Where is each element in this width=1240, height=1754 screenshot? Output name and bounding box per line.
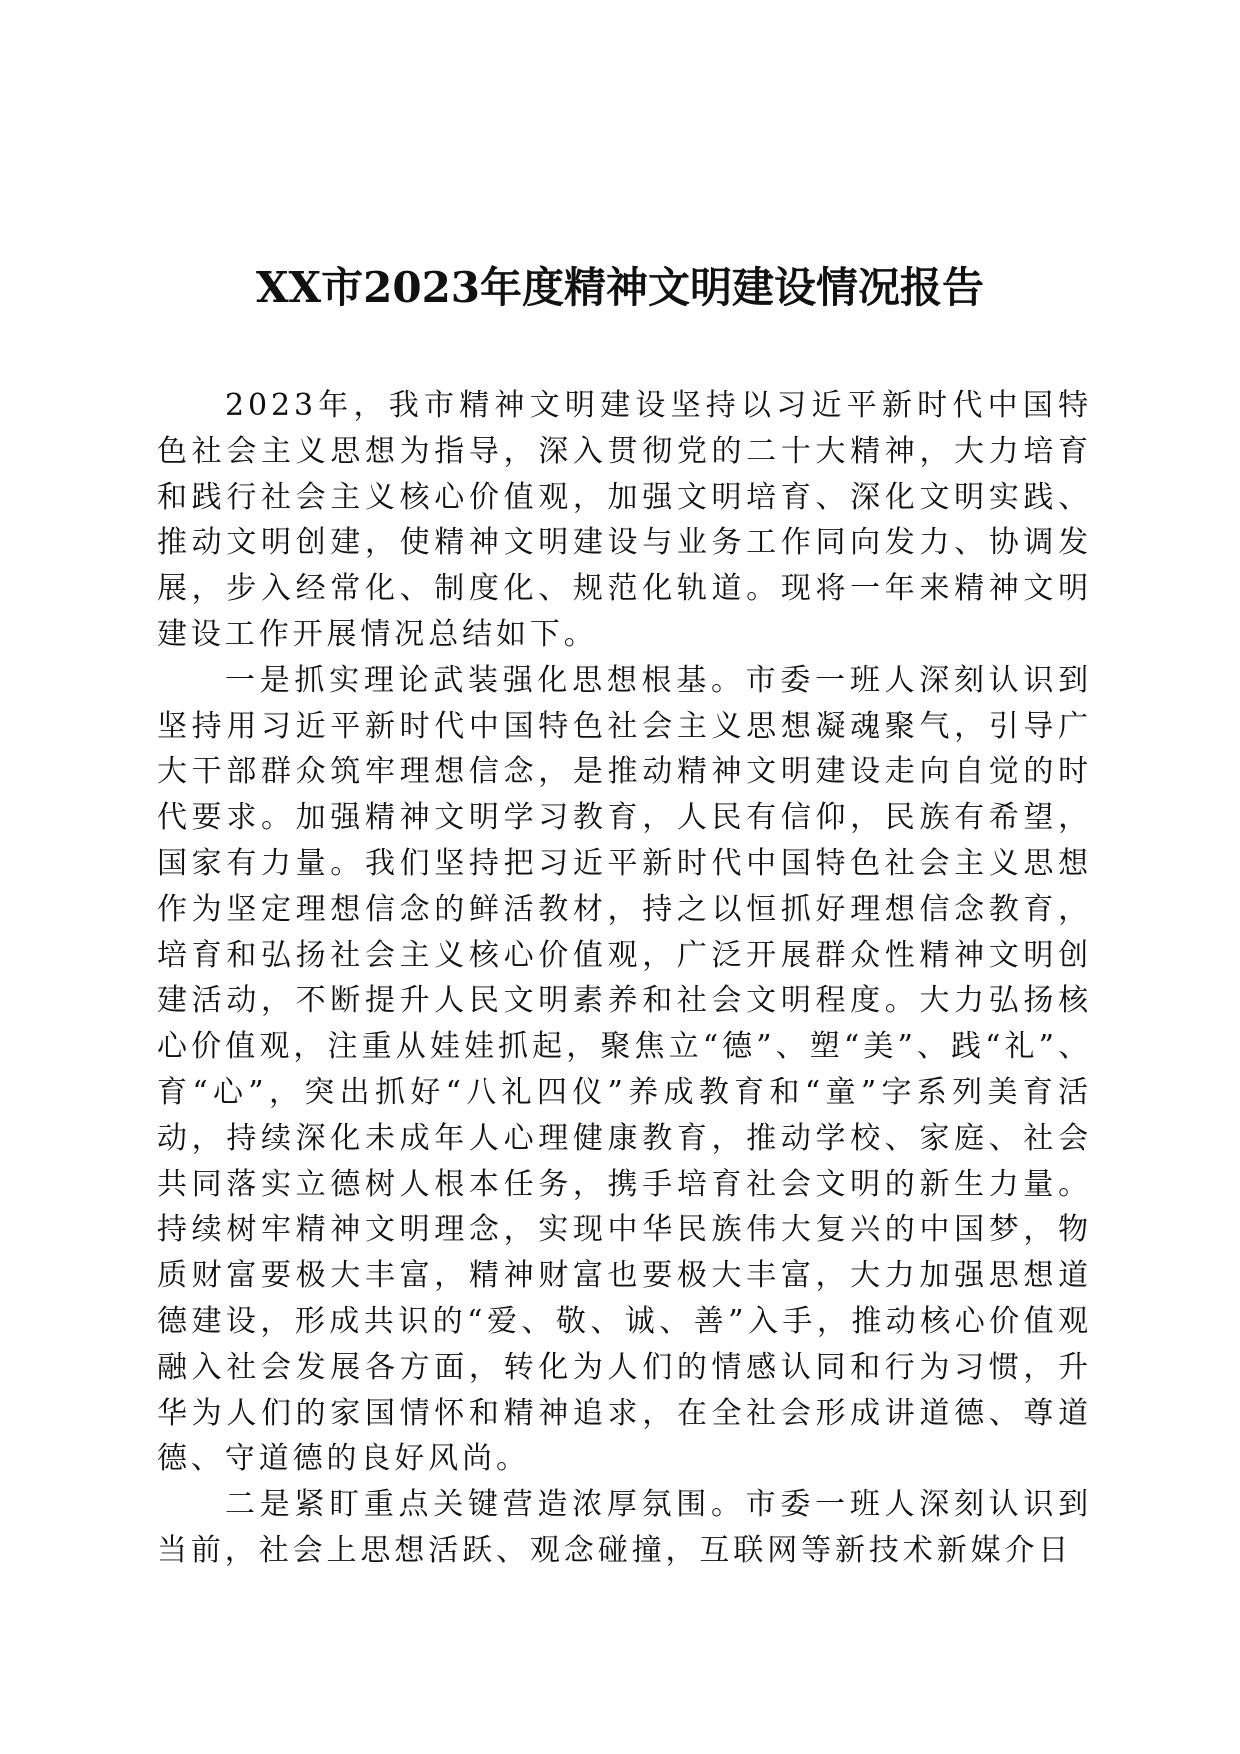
document-title: XX市2023年度精神文明建设情况报告 [255,263,985,312]
document-body [157,383,1092,1574]
paragraph-section-1: 一是抓实理论武装强化思想根基。市委一班人深刻认识到坚持用习近平新时代中国特色社会主义思想凝魂聚气，引导广大干部群众筑牢理想信念，是推动精神文明建设走向自觉的时代要求。加强精神文明学习教育，人民有信仰，民族有希望，国家有力量。我们坚持把习近平新时代中国特色社会主义思想作为坚定理想信念的鲜活教材，持之以恒抓好理想信念教育，培育和弘扬社会主义核心价值观，广泛开展群众性精神文明创建活动，不断提升人民文明素养和社会文明程度。大力弘扬核心价值观，注重从娃娃抓起，聚焦立“德”、塑“美”、践“礼”、育“心”，突出抓好“八礼四仪”养成教育和“童”字系列美育活动，持续深化未成年人心理健康教育，推动学校、家庭、社会共同落实立德树人根本任务，携手培育社会文明的新生力量。持续树牢精神文明理念，实现中华民族伟大复兴的中国梦，物质财富要极大丰富，精神财富也要极大丰富，大力加强思想道德建设，形成共识的“爱、敬、诚、善”入手，推动核心价值观融入社会发展各方面，转化为人们的情感认同和行为习惯，升华为人们的家国情怀和精神追求，在全社会形成讲道德、尊道德、守道德的良好风尚。 [157,662,1092,1477]
paragraph-section-2: 二是紧盯重点关键营造浓厚氛围。市委一班人深刻认识到当前，社会上思想活跃、观念碰撞，互联网等新技术新媒介日 [157,1487,1092,1568]
paragraph-intro: 2023年，我市精神文明建设坚持以习近平新时代中国特色社会主义思想为指导，深入贯彻党的二十大精神，大力培育和践行社会主义核心价值观，加强文明培育、深化文明实践、推动文明创建，使精神文明建设与业务工作同向发力、协调发展，步入经常化、制度化、规范化轨道。现将一年来精神文明建设工作开展情况总结如下。 [157,388,1092,652]
